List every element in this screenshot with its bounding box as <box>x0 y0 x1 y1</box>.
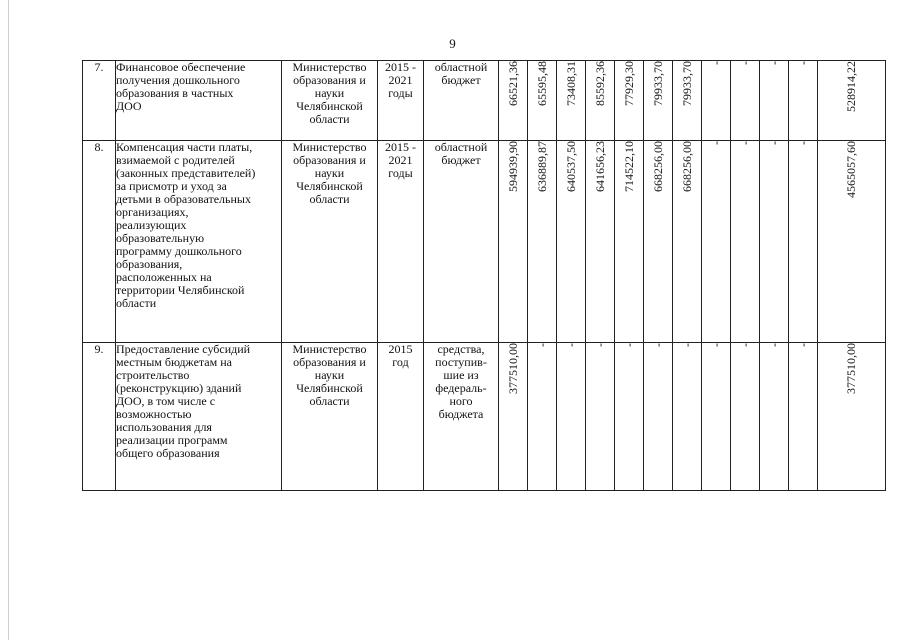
value-text: - <box>650 343 665 347</box>
value-cell <box>760 61 789 141</box>
activity-name: Предоставление субсидий местным бюджетам на строительство (реконструкцию) зданий ДОО, в том числе с возможностью использования для реализации программ общего образования <box>116 343 282 491</box>
value-text: 714522,10 <box>621 141 636 192</box>
value-cell <box>673 343 702 491</box>
value-cell <box>644 343 673 491</box>
value-cell <box>731 343 760 491</box>
total-cell <box>818 141 886 343</box>
value-cell <box>615 141 644 343</box>
value-cell <box>702 141 731 343</box>
value-cell <box>615 61 644 141</box>
period: 2015 год <box>378 343 424 491</box>
value-text: 377510,00 <box>505 343 520 394</box>
value-cell <box>644 61 673 141</box>
value-cell <box>789 61 818 141</box>
value-cell <box>586 61 615 141</box>
value-cell <box>673 141 702 343</box>
value-cell <box>731 141 760 343</box>
period: 2015 - 2021 годы <box>378 61 424 141</box>
table-row <box>83 343 886 491</box>
value-text: - <box>795 343 810 347</box>
executor: Министерство образования и науки Челябинской области <box>282 343 378 491</box>
value-cell <box>557 141 586 343</box>
value-cell <box>789 343 818 491</box>
total-text: 4565057,60 <box>844 141 858 198</box>
row-number: 8. <box>83 141 116 343</box>
value-text: - <box>766 343 781 347</box>
value-cell <box>528 141 557 343</box>
value-cell <box>586 343 615 491</box>
activity-name: Компенсация части платы, взимаемой с родителей (законных представителей) за присмотр и уход за детьми в образовательных организациях, реализующих образовательную программу дошкольного образования, расположенных на территории Челябинской области <box>116 141 282 343</box>
value-text: - <box>679 343 694 347</box>
value-cell <box>615 343 644 491</box>
value-text: - <box>795 61 810 65</box>
table-row <box>83 61 886 141</box>
value-text: 668256,00 <box>650 141 665 192</box>
value-text: 636889,87 <box>534 141 549 192</box>
funding-source: средства, поступив- шие из федераль- ного бюджета <box>424 343 499 491</box>
value-text: - <box>563 343 578 347</box>
value-text: 66521,36 <box>505 61 520 106</box>
value-cell <box>760 141 789 343</box>
activity-name: Финансовое обеспечение получения дошкольного образования в частных ДОО <box>116 61 282 141</box>
value-text: 85592,36 <box>592 61 607 106</box>
value-text: 73408,31 <box>563 61 578 106</box>
value-cell <box>760 343 789 491</box>
value-cell <box>702 343 731 491</box>
total-text: 528914,22 <box>844 61 858 112</box>
value-cell <box>528 61 557 141</box>
value-text: - <box>592 343 607 347</box>
value-cell <box>586 141 615 343</box>
executor: Министерство образования и науки Челябинской области <box>282 61 378 141</box>
value-cell <box>731 61 760 141</box>
table-row <box>83 141 886 343</box>
executor: Министерство образования и науки Челябинской области <box>282 141 378 343</box>
value-text: - <box>708 61 723 65</box>
value-cell <box>557 61 586 141</box>
value-text: 79933,70 <box>650 61 665 106</box>
value-text: 640537,50 <box>563 141 578 192</box>
total-cell <box>818 61 886 141</box>
value-text: - <box>534 343 549 347</box>
scan-edge-line <box>8 0 9 640</box>
value-text: 79933,70 <box>679 61 694 106</box>
value-cell <box>499 61 528 141</box>
value-cell <box>557 343 586 491</box>
value-text: - <box>737 61 752 65</box>
row-number: 7. <box>83 61 116 141</box>
funding-source: областной бюджет <box>424 61 499 141</box>
total-cell <box>818 343 886 491</box>
value-text: 77929,30 <box>621 61 636 106</box>
value-cell <box>644 141 673 343</box>
value-cell <box>673 61 702 141</box>
period: 2015 - 2021 годы <box>378 141 424 343</box>
value-text: - <box>766 141 781 145</box>
value-cell <box>499 343 528 491</box>
value-cell <box>528 343 557 491</box>
value-cell <box>702 61 731 141</box>
funding-source: областной бюджет <box>424 141 499 343</box>
page-number: 9 <box>449 36 456 51</box>
value-text: - <box>621 343 636 347</box>
value-text: 594939,90 <box>505 141 520 192</box>
value-text: - <box>737 141 752 145</box>
value-text: - <box>737 343 752 347</box>
value-text: 668256,00 <box>679 141 694 192</box>
row-number: 9. <box>83 343 116 491</box>
program-activities-table <box>82 60 886 491</box>
value-text: 65595,48 <box>534 61 549 106</box>
value-text: - <box>766 61 781 65</box>
total-text: 377510,00 <box>844 343 858 394</box>
value-text: - <box>708 343 723 347</box>
value-text: - <box>795 141 810 145</box>
value-cell <box>499 141 528 343</box>
value-text: 641656,23 <box>592 141 607 192</box>
value-text: - <box>708 141 723 145</box>
value-cell <box>789 141 818 343</box>
